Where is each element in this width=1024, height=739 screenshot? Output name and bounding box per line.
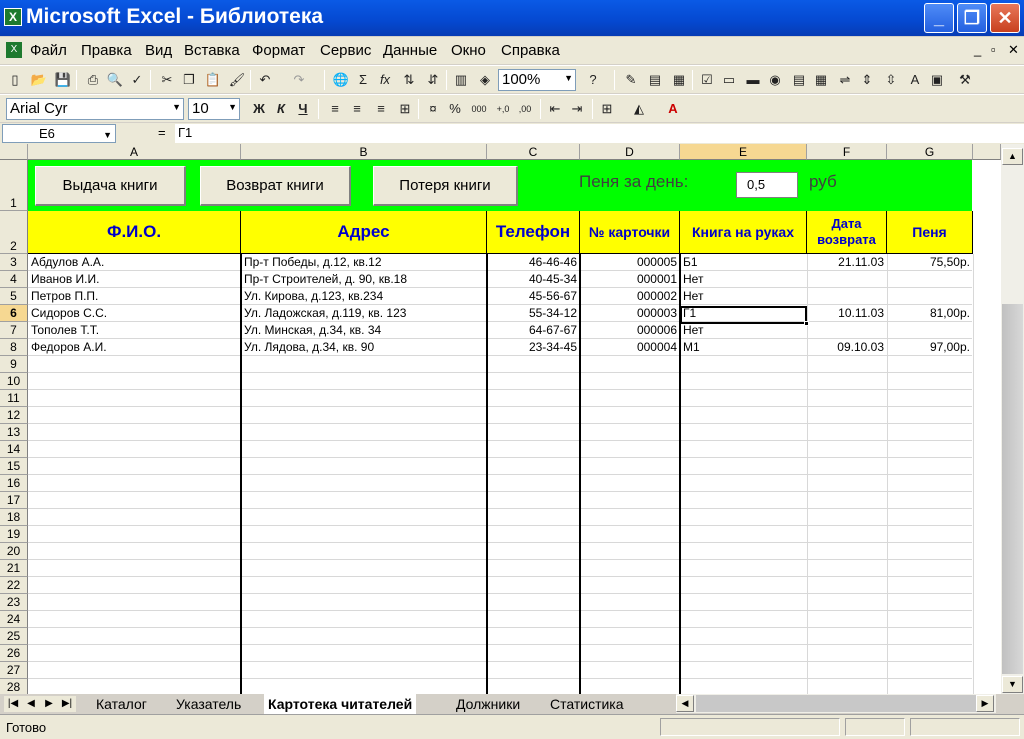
first-sheet-button[interactable]: |◀ [4,696,22,712]
toggle-control-icon[interactable]: ⇌ [839,72,851,87]
decrease-indent-icon[interactable]: ⇤ [549,101,561,116]
image-control-icon[interactable]: ▣ [930,72,944,87]
undo-icon[interactable]: ↶ [259,72,271,87]
row-header-9[interactable]: 9 [0,356,28,373]
status-bar [0,714,1024,739]
copy-icon[interactable]: ❐ [183,72,195,87]
gridline [28,542,972,543]
cell-card[interactable]: 000003 [636,306,677,320]
select-all-corner[interactable] [0,144,28,160]
cell-address[interactable]: Ул. Лядова, д.34, кв. 90 [244,340,375,354]
header-address: Адрес [241,211,487,254]
row-header-24[interactable]: 24 [0,611,28,628]
font-color-icon[interactable]: A [668,101,678,116]
cell-book[interactable]: Нет [683,289,704,303]
row-header-1[interactable]: 1 [0,160,28,211]
spin-control-icon[interactable]: ⇕ [861,72,873,87]
menu-tools[interactable]: Сервис [320,42,372,59]
header-book-on-hand: Книга на руках [680,211,807,254]
font-size-select[interactable] [188,98,240,120]
hyperlink-icon[interactable]: 🌐 [332,72,350,87]
status-text: Готово [6,720,47,735]
horizontal-scroll-thumb[interactable] [696,695,976,712]
lose-book-button[interactable]: Потеря книги [373,166,518,206]
row-header-12[interactable]: 12 [0,407,28,424]
gridline [28,491,972,492]
increase-decimal-icon[interactable]: +,0 [496,104,510,114]
gridline [28,474,972,475]
return-book-button[interactable]: Возврат книги [200,166,351,206]
window-title: Microsoft Excel - Библиотека [26,5,324,28]
bold-button[interactable]: Ж [253,101,265,116]
scroll-right-button[interactable]: ▶ [976,695,994,712]
zoom-select[interactable] [498,69,576,91]
sheet-tab-reader-cards[interactable]: Картотека читателей [264,694,416,714]
gridline [28,610,972,611]
cell-fio[interactable]: Иванов И.И. [31,272,100,286]
fine-per-day-input[interactable]: 0,5 [736,172,798,198]
cell-card[interactable]: 000006 [636,323,677,337]
menu-insert[interactable]: Вставка [184,42,240,59]
underline-button[interactable]: Ч [298,101,308,116]
menu-data[interactable]: Данные [383,42,438,59]
column-header-g[interactable]: G [887,144,973,160]
column-header-b[interactable]: B [241,144,487,160]
cell-book[interactable]: Г1 [683,306,697,320]
cell-fine[interactable] [888,271,972,288]
view-code-icon[interactable]: ▦ [672,72,686,87]
chevron-down-icon: ▼ [103,130,112,140]
align-center-icon[interactable]: ≡ [353,101,361,116]
cell-address[interactable]: Пр-т Победы, д.12, кв.12 [244,255,382,269]
redo-icon[interactable]: ↷ [293,72,305,87]
drawing-icon[interactable]: ◈ [480,72,490,87]
help-icon[interactable]: ? [589,72,597,87]
sheet-tab-debtors[interactable]: Должники [456,696,521,712]
align-right-icon[interactable]: ≡ [377,101,385,116]
formatting-toolbar [0,94,1024,122]
column-header-a[interactable]: A [28,144,241,160]
prev-sheet-button[interactable]: ◀ [22,696,40,712]
column-header-d[interactable]: D [580,144,680,160]
fill-handle[interactable] [804,321,809,326]
last-sheet-button[interactable]: ▶| [58,696,76,712]
format-painter-icon[interactable]: 🖌 [228,72,246,87]
cell-fio[interactable]: Тополев Т.Т. [31,323,100,337]
font-name-value: Arial Cyr [10,100,68,117]
gridline [28,576,972,577]
standard-toolbar [0,65,1024,93]
cell-fine[interactable]: 81,00р. [929,306,970,320]
percent-icon[interactable]: % [449,101,461,116]
gridline [28,440,972,441]
status-pane [660,718,840,736]
cell-phone[interactable]: 45-56-67 [528,289,577,303]
cell-card[interactable]: 000004 [636,340,677,354]
row-header-28[interactable]: 28 [0,679,28,694]
name-box[interactable] [2,124,116,143]
sheet-tab-index[interactable]: Указатель [176,696,242,712]
scroll-down-button[interactable]: ▼ [1002,676,1023,693]
row-header-19[interactable]: 19 [0,526,28,543]
menu-file[interactable]: Файл [30,42,67,59]
font-name-select[interactable] [6,98,184,120]
vertical-scrollbar[interactable] [1001,144,1024,694]
cell-phone[interactable]: 40-45-34 [528,272,577,286]
row-header-22[interactable]: 22 [0,577,28,594]
cell-card[interactable]: 000002 [636,289,677,303]
excel-app-icon[interactable]: X [4,8,22,26]
row-header-27[interactable]: 27 [0,662,28,679]
next-sheet-button[interactable]: ▶ [40,696,58,712]
sort-descending-icon[interactable]: ⇵ [427,72,439,87]
row-header-2[interactable]: 2 [0,211,28,254]
currency-icon[interactable]: ¤ [429,101,437,116]
chevron-down-icon: ▼ [172,102,181,112]
row-header-6[interactable]: 6 [0,305,28,322]
zoom-value: 100% [502,71,541,88]
cell-address[interactable]: Ул. Кирова, д.123, кв.234 [244,289,384,303]
header-card-number: № карточки [580,211,680,254]
row-header-8[interactable]: 8 [0,339,28,356]
function-icon[interactable]: fx [379,72,391,87]
cell-address[interactable]: Ул. Ладожская, д.119, кв. 123 [244,306,407,320]
cell-return-date[interactable] [808,322,886,339]
sheet-tab-bar [0,694,1024,714]
borders-icon[interactable]: ⊞ [601,101,613,116]
mdi-close-button[interactable]: ✕ [1008,42,1019,57]
cell-return-date[interactable]: 09.10.03 [837,340,884,354]
row-header-13[interactable]: 13 [0,424,28,441]
gridline [28,661,972,662]
maximize-button[interactable]: ❐ [957,3,987,33]
row-header-3[interactable]: 3 [0,254,28,271]
cell-book[interactable]: Б1 [683,255,698,269]
sheet-tab-statistics[interactable]: Статистика [550,696,624,712]
menu-bar [0,37,1024,64]
cell-fio[interactable]: Сидоров С.С. [31,306,108,320]
gridline [28,372,972,373]
cell-fio[interactable]: Абдулов А.А. [31,255,105,269]
issue-book-button[interactable]: Выдача книги [35,166,186,206]
header-return-date: Дата возврата [807,211,887,254]
row-header-21[interactable]: 21 [0,560,28,577]
gridline [28,406,972,407]
cell-book[interactable]: М1 [683,340,700,354]
gridline [973,254,974,694]
header-phone: Телефон [487,211,580,254]
gridline [28,627,972,628]
combobox-control-icon[interactable]: ▦ [814,72,828,87]
row-header-25[interactable]: 25 [0,628,28,645]
header-fio: Ф.И.О. [28,211,241,254]
menu-edit[interactable]: Правка [81,42,132,59]
vertical-scroll-thumb[interactable] [1002,304,1023,674]
menu-help[interactable]: Справка [501,42,560,59]
cell-return-date[interactable]: 10.11.03 [838,306,884,320]
fine-per-day-label: Пеня за день: [579,172,689,191]
column-header-e[interactable]: E [680,144,807,160]
active-cell-cursor [680,306,807,324]
properties-icon[interactable]: ▤ [648,72,662,87]
mdi-restore-button[interactable]: ▫ [991,42,996,57]
gridline [28,525,972,526]
cell-return-date[interactable] [808,271,886,288]
print-icon[interactable]: ⎙ [87,72,99,87]
cell-phone[interactable]: 55-34-12 [528,306,577,320]
sheet-tab-catalog[interactable]: Каталог [96,696,147,712]
gridline [28,389,972,390]
gridline [28,593,972,594]
cell-return-date[interactable]: 21.11.03 [838,255,884,269]
mdi-minimize-button[interactable]: _ [974,42,982,57]
row-header-7[interactable]: 7 [0,322,28,339]
row-header-15[interactable]: 15 [0,458,28,475]
align-left-icon[interactable]: ≡ [331,101,339,116]
row-header-26[interactable]: 26 [0,645,28,662]
gridline [28,423,972,424]
spelling-icon[interactable]: ✓ [131,72,143,87]
fill-color-icon[interactable]: ◭ [634,101,644,116]
chart-wizard-icon[interactable]: ▥ [454,72,468,87]
row-header-16[interactable]: 16 [0,475,28,492]
fine-per-day-unit: руб [809,172,837,191]
row-header-5[interactable]: 5 [0,288,28,305]
row-header-20[interactable]: 20 [0,543,28,560]
scroll-left-button[interactable]: ◀ [676,695,694,712]
cell-card[interactable]: 000005 [636,255,677,269]
cell-fine[interactable]: 97,00р. [929,340,970,354]
status-pane [910,718,1020,736]
autosum-icon[interactable]: Σ [358,72,368,87]
paste-icon[interactable]: 📋 [204,72,222,87]
menu-format[interactable]: Формат [252,42,306,59]
sort-ascending-icon[interactable]: ⇅ [403,72,415,87]
checkbox-control-icon[interactable]: ☑ [701,72,713,87]
cell-phone[interactable]: 46-46-46 [528,255,577,269]
title-bar [0,0,1024,36]
gridline [28,508,972,509]
cell-address[interactable]: Ул. Минская, д.34, кв. 34 [244,323,382,337]
cut-icon[interactable]: ✂ [161,72,173,87]
formula-bar [0,123,1024,144]
cell-phone[interactable]: 64-67-67 [528,323,577,337]
label-control-icon[interactable]: A [910,72,920,87]
row-header-17[interactable]: 17 [0,492,28,509]
row-header-10[interactable]: 10 [0,373,28,390]
workbook-icon[interactable]: X [6,42,22,58]
save-icon[interactable]: 💾 [54,72,72,87]
italic-button[interactable]: К [277,101,285,116]
scrollbar-control-icon[interactable]: ⇳ [885,72,897,87]
row-header-23[interactable]: 23 [0,594,28,611]
row-header-4[interactable]: 4 [0,271,28,288]
thousands-icon[interactable]: 000 [471,104,487,114]
forms-icon[interactable]: ✎ [625,72,637,87]
control-panel [28,160,972,211]
cell-fine[interactable] [888,288,972,305]
gridline [28,559,972,560]
menu-window[interactable]: Окно [451,42,486,59]
column-header-f[interactable]: F [807,144,887,160]
close-button[interactable]: ✕ [990,3,1020,33]
column-header-c[interactable]: C [487,144,580,160]
cell-book[interactable]: Нет [683,272,704,286]
font-size-value: 10 [192,100,209,117]
more-controls-icon[interactable]: ⚒ [959,72,971,87]
cell-address[interactable]: Пр-т Строителей, д. 90, кв.18 [244,272,408,286]
cell-fine[interactable] [888,322,972,339]
listbox-control-icon[interactable]: ▤ [792,72,806,87]
open-icon[interactable]: 📂 [30,72,48,87]
cell-return-date[interactable] [808,288,886,305]
cell-card[interactable]: 000001 [636,272,677,286]
decrease-decimal-icon[interactable]: ,00 [518,104,532,114]
header-fine: Пеня [887,211,973,254]
formula-equals-icon: = [158,125,166,140]
row-header-11[interactable]: 11 [0,390,28,407]
increase-indent-icon[interactable]: ⇥ [571,101,583,116]
gridline [28,457,972,458]
row-header-14[interactable]: 14 [0,441,28,458]
button-control-icon[interactable]: ▬ [746,72,760,87]
cell-fio[interactable]: Петров П.П. [31,289,99,303]
column-header-h[interactable] [973,144,1001,160]
worksheet-grid[interactable] [0,144,1001,694]
scroll-up-button[interactable]: ▲ [1002,148,1023,165]
status-pane [845,718,905,736]
formula-input[interactable]: Г1 [175,124,1024,143]
gridline [28,644,972,645]
chevron-down-icon: ▼ [228,102,237,112]
minimize-button[interactable]: _ [924,3,954,33]
print-preview-icon[interactable]: 🔍 [106,72,124,87]
menu-view[interactable]: Вид [145,42,173,59]
cell-book[interactable]: Нет [683,323,704,337]
name-box-value: E6 [39,126,55,141]
cell-fine[interactable]: 75,50р. [929,255,970,269]
merge-center-icon[interactable]: ⊞ [399,101,411,116]
gridline [28,678,972,679]
cell-phone[interactable]: 23-34-45 [528,340,577,354]
option-control-icon[interactable]: ◉ [769,72,781,87]
cell-fio[interactable]: Федоров А.И. [31,340,107,354]
horizontal-scrollbar[interactable] [676,694,996,713]
row-header-18[interactable]: 18 [0,509,28,526]
textbox-control-icon[interactable]: ▭ [722,72,736,87]
new-icon[interactable]: ▯ [11,72,19,87]
chevron-down-icon: ▼ [564,73,573,83]
